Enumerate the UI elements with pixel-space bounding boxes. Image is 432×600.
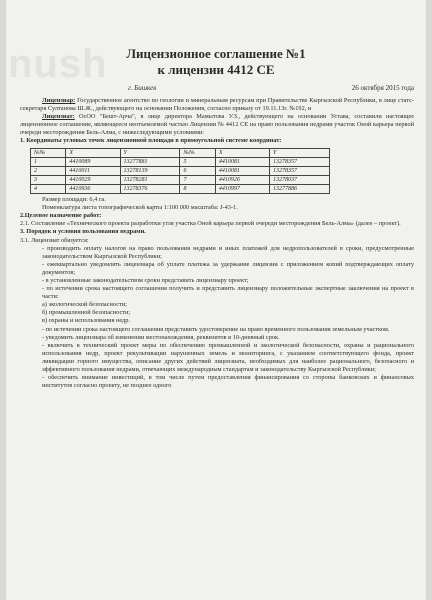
table-header: Y <box>270 148 330 157</box>
table-cell: 4 <box>31 184 66 193</box>
document-place: г. Бишкек <box>128 84 157 92</box>
licensee-label: Лицензиат: <box>42 113 75 121</box>
coordinates-table <box>30 148 330 194</box>
table-row <box>31 175 330 184</box>
table-cell: 6 <box>180 166 215 175</box>
table-cell: 13278281 <box>120 175 180 184</box>
list-item: - уведомить лицензиара об изменении местонахождения, реквизитов в 10-дневный срок. <box>42 333 280 341</box>
area-size: Размер площади: 6,4 га. <box>42 196 106 204</box>
table-header: X <box>215 148 269 157</box>
licensor-paragraph <box>20 97 414 113</box>
list-item: - ежеквартально уведомлять лицензиара об уплате платежа за удержание лицензии с приложением копий подтверждающих оплату документов; <box>42 260 414 276</box>
watermark: nush <box>8 42 108 86</box>
section-2-1-text: 2.1. Составление «Технического проекта разработки угля участка Оной карьера первой очереди месторождения Бель-Алма» (далее – проект). <box>20 220 401 228</box>
table-row <box>31 166 330 175</box>
list-item: - в установленные законодательством сроки представить лицензиару проект; <box>42 276 249 284</box>
list-item: - обеспечить внимание инвестиций, в том числе путем предоставления финансирования со стороны банковских и финансовых институтов согласно проекту, не позднее одного <box>42 374 414 390</box>
list-item: - производить оплату налогов на право пользования недрами и иных платежей для недропользователей в сроки, предусмотренные законодательством Кыргызской Республики; <box>42 244 414 260</box>
table-cell: 13277886 <box>270 184 330 193</box>
document-title: Лицензионное соглашение №1 <box>126 46 306 61</box>
table-cell: 13278357 <box>270 166 330 175</box>
table-cell: 5 <box>180 157 215 166</box>
licensor-text: Государственное агентство по геологии и минеральным ресурсам при Правительстве Кыргызской Республики, в лице статс-секретаря Султанова Ш.Ж., действующего на основании Положения, согласно приказу от 19.11.13г. №192, и <box>20 97 414 113</box>
table-cell: 1 <box>31 157 66 166</box>
table-header-row <box>31 148 330 157</box>
table-row <box>31 157 330 166</box>
list-item: в) охраны и использования недр. <box>42 317 130 325</box>
table-cell: 2 <box>31 166 66 175</box>
table-cell: 4410011 <box>66 166 120 175</box>
licensee-paragraph <box>20 113 414 137</box>
table-cell: 4410081 <box>215 157 269 166</box>
table-cell: 4410089 <box>66 157 120 166</box>
table-header: №№ <box>180 148 215 157</box>
table-cell: 4410081 <box>215 166 269 175</box>
table-cell: 13278357 <box>270 157 330 166</box>
table-cell: 4410936 <box>66 184 120 193</box>
table-cell: 13278037 <box>270 175 330 184</box>
document-body <box>20 97 414 390</box>
list-item: - включить в технический проект меры по обеспечению промышленной и экологической безопасности, охраны и рационального использования недр, проект рекультивации нарушенных земель и мониторинга, с указанием соответствующего фонда, проект ликвидации горного имущества, описание других действий лицензиата, необходимых для наиболее рационального, безопасного и эффективного пользования недрами, отвечающих международным стандартам и законодательству Кыргызской Республики; <box>42 341 414 373</box>
table-cell: 8 <box>180 184 215 193</box>
map-nomenclature: Номенклатура листа топографической карты 1:100 000 масштаба: J-43-1. <box>42 204 238 212</box>
document-page <box>6 0 426 600</box>
section-2-heading: 2.Целевое назначение работ: <box>20 212 102 220</box>
document-subtitle: к лицензии 4412 СЕ <box>157 62 275 77</box>
licensee-text: ОсОО "Бешт-Арча", в лице директора Мамытова У.З., действующего на основании Устава, составили настоящее лицензионное соглашение, являющееся неотъемлемой частью Лицензии № 4412 СЕ на право пользования недрами участок Оной карьера первой очереди месторождения Бель-Алма, с нижеследующими условиями: <box>20 113 415 137</box>
section-1-heading: 1. Координаты угловых точек лицензионной площади в прямоугольной системе координат: <box>20 137 282 145</box>
table-cell: 4410029 <box>66 175 120 184</box>
table-cell: 13278376 <box>120 184 180 193</box>
table-header: Y <box>120 148 180 157</box>
table-header: X <box>66 148 120 157</box>
section-3-heading: 3. Порядок и условия пользования недрами. <box>20 228 146 236</box>
table-cell: 7 <box>180 175 215 184</box>
obligations-list <box>20 245 414 391</box>
licensor-label: Лицензиар: <box>42 97 76 104</box>
table-cell: 3 <box>31 175 66 184</box>
list-item: б) промышленной безопасности; <box>42 309 131 317</box>
section-3-1-text: 3.1. Лицензиат обязуется: <box>20 236 89 244</box>
table-cell: 13277881 <box>120 157 180 166</box>
table-row <box>31 184 330 193</box>
list-item: - по истечении срока настоящего соглашения представить удостоверение на право временного пользования земельным участком. <box>42 325 390 333</box>
list-item: - по истечении срока настоящего соглашения получить и представить лицензиару положительные экспертные заключения на проект в части: <box>42 285 414 301</box>
list-item: а) экологической безопасности; <box>42 301 127 309</box>
table-header: №№ <box>31 148 66 157</box>
table-cell: 13278139 <box>120 166 180 175</box>
table-cell: 4410926 <box>215 175 269 184</box>
document-date: 26 октября 2015 года <box>351 84 414 92</box>
table-cell: 4410997 <box>215 184 269 193</box>
